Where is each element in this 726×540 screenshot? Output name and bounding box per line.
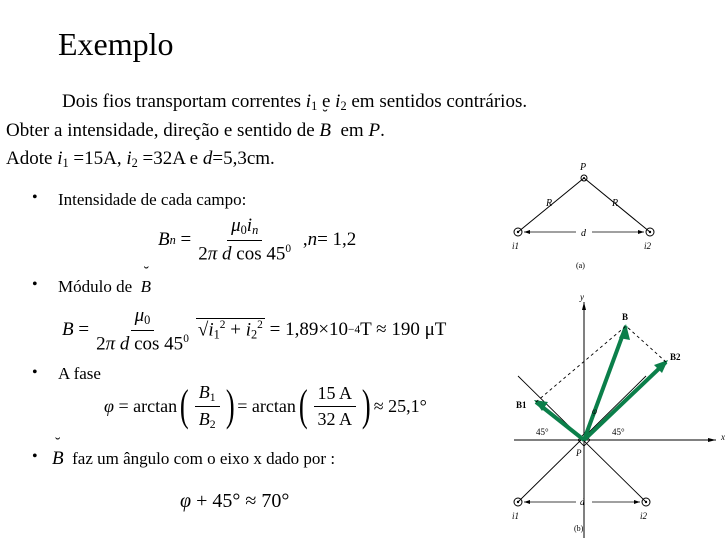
bullet-2-text: Módulo de ˘ B [58,277,151,297]
label-p: P [576,448,582,458]
caption-b: (b) [574,524,584,533]
formula-angle: φ + 45° ≈ 70° [180,490,290,512]
label-x: x [721,432,725,442]
formula-phi: φ = arctan ( $\frac{B_1}{B_2}$ ) = arctan ( $\frac{15 A}{32 A}$ ) ≈ 25,1° [104,381,427,431]
bullet-dot: • [32,189,38,206]
paragraph-line-1: Dois fios transportam correntes $i_1$ e $i_2$ em sentidos contrários. [62,91,528,114]
bullet-4-text: ˘ B faz um ângulo com o eixo x dado por : [52,448,335,470]
bullet-dot: • [32,448,38,465]
label-phi: φ [592,406,597,416]
figure-a [496,160,666,275]
paragraph-line-3: Adote $i_1 =15A$, $i_2 =32A$ e d=5,3cm. [6,148,275,171]
label-i2: i2 [640,511,648,521]
figure-b [496,290,726,540]
label-d: d [581,228,586,239]
label-i1: i1 [512,241,520,251]
label-i2: i2 [644,241,652,251]
label-b1: B1 [516,400,527,410]
label-r1: R [546,198,553,209]
slide-title: Exemplo [58,26,174,62]
bullet-dot: • [32,364,38,381]
formula-b: B = $\frac{\mu_0}{2\pi d \cos 45^0}$ $√i_1^2 + i_2^2$ = 1,89×10 −4 T ≈ 190 μT [62,305,447,355]
caption-a: (a) [576,261,585,270]
paragraph-line-2: Obter a intensidade, direção e sentido de ˘ B em P. [6,120,385,142]
label-d: d [580,497,585,507]
formula-bn: B n = $\frac{\mu_0i_n}{2\pi d \cos 45^0}$ , n = 1,2 [158,215,357,265]
label-y: y [580,292,584,302]
label-b: B [622,312,629,322]
bullet-dot: • [32,276,38,293]
bullet-3-text: A fase [58,364,101,383]
label-p: P [580,162,587,173]
label-i1: i1 [512,511,520,521]
vector-b [584,326,626,440]
bullet-1-text: Intensidade de cada campo: [58,190,247,209]
label-r2: R [612,198,619,209]
label-b2: B2 [670,352,681,362]
label-angle-right: 45° [612,427,625,437]
label-angle-left: 45° [536,427,549,437]
